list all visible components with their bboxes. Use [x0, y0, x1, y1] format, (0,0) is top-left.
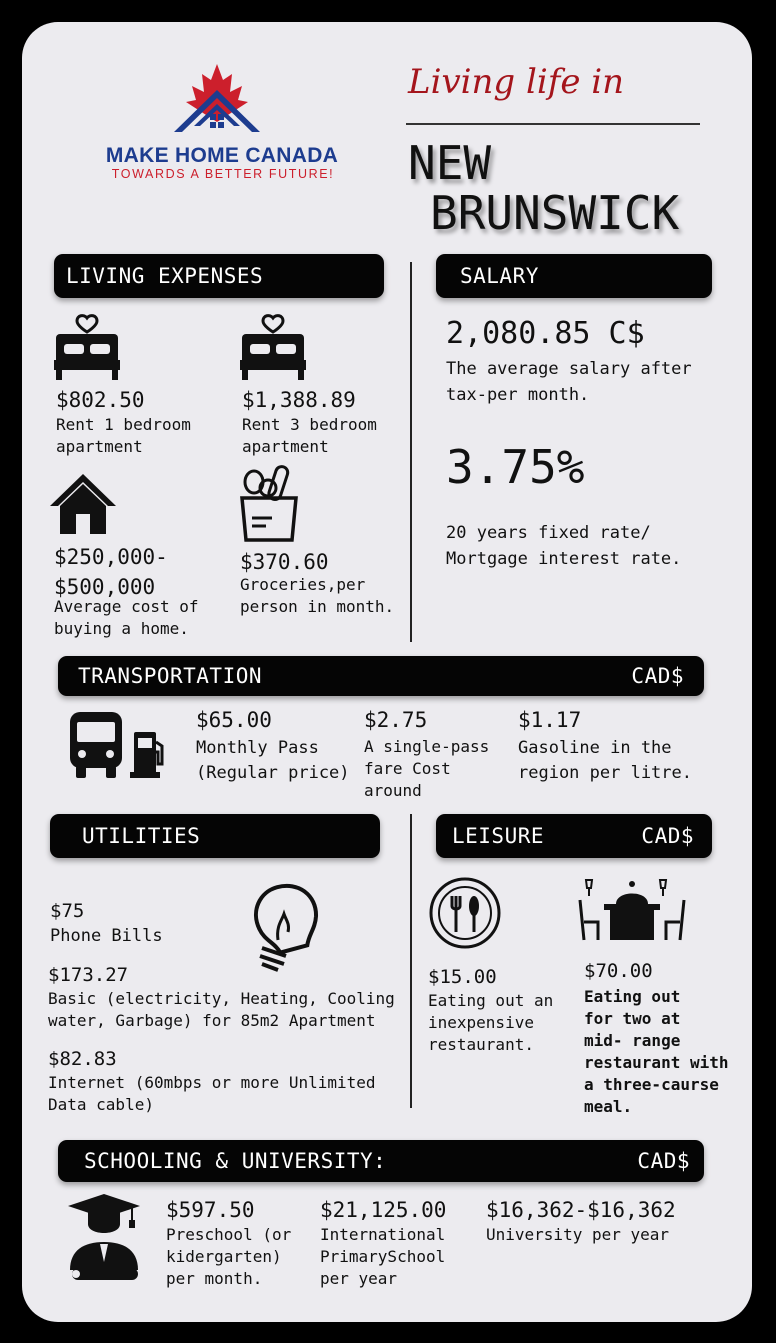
phone-bills-value: $75 — [50, 900, 85, 922]
transportation-header — [58, 656, 704, 696]
heading-divider — [406, 123, 700, 125]
mid-range-meal-label: Eating out for two at mid- range restaurant with a three-caurse meal. — [584, 987, 729, 1116]
logo-title: MAKE HOME CANADA — [105, 144, 339, 167]
rent-1-bedroom-label: Rent 1 bedroom apartment — [56, 415, 191, 456]
utilities-header — [50, 814, 380, 858]
utilities-title: UTILITIES — [82, 823, 201, 848]
logo-tagline: TOWARDS A BETTER FUTURE! — [111, 167, 335, 181]
mortgage-rate-value: 3.75% — [446, 440, 585, 494]
single-fare-label: A single-pass fare Cost around — [364, 737, 490, 800]
schooling-header — [58, 1140, 704, 1182]
grocery-bag-icon — [238, 464, 300, 544]
inexpensive-meal-value: $15.00 — [428, 966, 497, 988]
graduate-icon — [66, 1192, 146, 1284]
logo — [162, 60, 272, 140]
gasoline-value: $1.17 — [518, 708, 582, 732]
basic-utilities-value: $173.27 — [48, 964, 129, 986]
heading-place-line1: NEW — [408, 136, 492, 190]
leisure-currency: CAD$ — [641, 823, 694, 848]
salary-header — [436, 254, 712, 298]
gasoline-label: Gasoline in the region per litre. — [518, 738, 692, 783]
monthly-pass-label: Monthly Pass (Regular price) — [196, 738, 350, 783]
preschool-value: $597.50 — [166, 1198, 255, 1222]
bus-fuel-icon — [68, 710, 168, 780]
infographic-card — [22, 22, 752, 1322]
bed-icon — [238, 314, 308, 382]
mid-range-meal-value: $70.00 — [584, 960, 653, 982]
internet-value: $82.83 — [48, 1048, 117, 1070]
heading-place-line2: BRUNSWICK — [430, 186, 680, 240]
groceries-value: $370.60 — [240, 550, 329, 574]
bed-icon — [52, 314, 122, 382]
home-cost-value: $250,000- $500,000 — [54, 545, 168, 599]
heading-living: Living life in — [408, 62, 625, 102]
monthly-pass-value: $65.00 — [196, 708, 272, 732]
salary-title: SALARY — [460, 263, 539, 288]
mortgage-rate-label: 20 years fixed rate/ Mortgage interest rate. — [446, 523, 682, 569]
salary-value: 2,080.85 C$ — [446, 316, 645, 351]
internet-label: Internet (60mbps or more Unlimited Data cable) — [48, 1073, 376, 1114]
restaurant-table-icon — [578, 876, 686, 942]
rent-3-bedroom-label: Rent 3 bedroom apartment — [242, 415, 377, 456]
column-divider — [410, 262, 412, 642]
dining-plate-icon — [428, 876, 502, 950]
single-fare-value: $2.75 — [364, 708, 428, 732]
lightbulb-icon — [238, 880, 324, 972]
university-label: University per year — [486, 1225, 670, 1244]
groceries-label: Groceries,per person in month. — [240, 575, 395, 616]
home-cost-label: Average cost of buying a home. — [54, 597, 199, 638]
schooling-currency: CAD$ — [637, 1148, 690, 1173]
leisure-header — [436, 814, 712, 858]
phone-bills-label: Phone Bills — [50, 926, 163, 946]
basic-utilities-label: Basic (electricity, Heating, Cooling water, Garbage) for 85m2 Apartment — [48, 989, 395, 1030]
primary-school-value: $21,125.00 — [320, 1198, 447, 1222]
maple-leaf-house-icon — [162, 60, 272, 140]
house-icon — [48, 472, 118, 536]
salary-label: The average salary after tax-per month. — [446, 359, 692, 405]
primary-school-label: International PrimarySchool per year — [320, 1225, 446, 1288]
preschool-label: Preschool (or kidergarten) per month. — [166, 1225, 292, 1288]
transportation-title: TRANSPORTATION — [78, 663, 263, 688]
column-divider — [410, 814, 412, 1108]
living-expenses-title: LIVING EXPENSES — [66, 263, 264, 288]
university-value: $16,362-$16,362 — [486, 1198, 676, 1222]
leisure-title: LEISURE — [452, 823, 545, 848]
inexpensive-meal-label: Eating out an inexpensive restaurant. — [428, 991, 554, 1054]
transportation-currency: CAD$ — [631, 663, 684, 688]
living-expenses-header — [54, 254, 384, 298]
schooling-title: SCHOOLING & UNIVERSITY: — [84, 1148, 387, 1173]
rent-3-bedroom-value: $1,388.89 — [242, 388, 356, 412]
rent-1-bedroom-value: $802.50 — [56, 388, 145, 412]
